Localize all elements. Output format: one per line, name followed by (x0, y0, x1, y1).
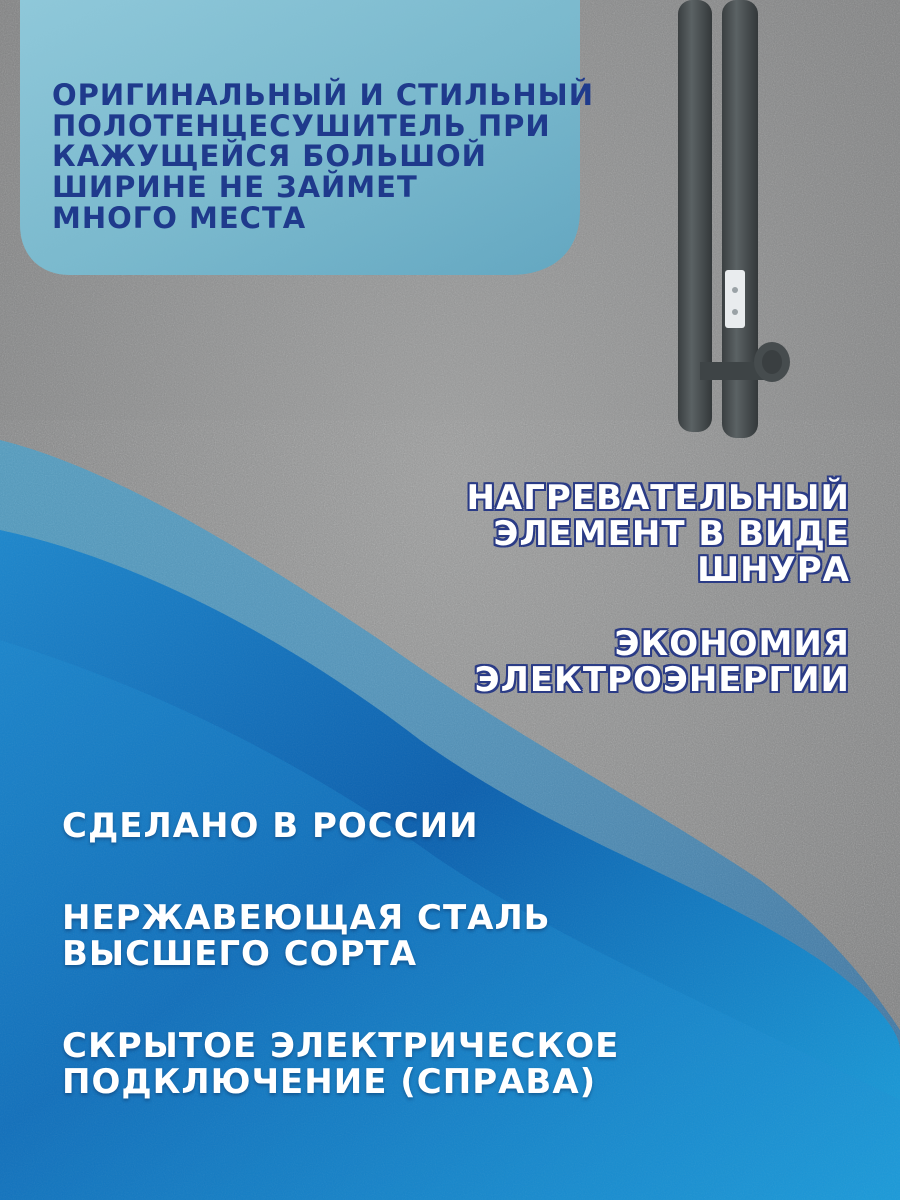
top-card-line: ПОЛОТЕНЦЕСУШИТЕЛЬ ПРИ (52, 108, 551, 143)
top-card-text (52, 80, 612, 234)
feature-line: ПОДКЛЮЧЕНИЕ (СПРАВА) (62, 1062, 597, 1103)
feature-line: ШНУРА (697, 550, 850, 591)
feature-line: ВЫСШЕГО СОРТА (62, 934, 418, 975)
top-card-line: КАЖУЩЕЙСЯ БОЛЬШОЙ (52, 139, 487, 174)
feature-line: ЭЛЕКТРОЭНЕРГИИ (474, 660, 850, 701)
feature-line: СДЕЛАНО В РОССИИ (62, 806, 479, 846)
top-card-line: МНОГО МЕСТА (52, 200, 307, 235)
feature-line: ЭЛЕМЕНТ В ВИДЕ (493, 514, 850, 555)
feature-hidden-connection (62, 1026, 620, 1103)
feature-line: НЕРЖАВЕЮЩАЯ СТАЛЬ (62, 898, 551, 938)
feature-line: ЭКОНОМИЯ (614, 624, 850, 664)
feature-line: СКРЫТОЕ ЭЛЕКТРИЧЕСКОЕ (62, 1026, 620, 1066)
feature-heating-element (466, 478, 850, 591)
top-card-line: ШИРИНЕ НЕ ЗАЙМЕТ (52, 170, 418, 205)
feature-energy-saving (474, 624, 850, 701)
feature-stainless-steel (62, 898, 551, 975)
feature-made-in-russia (62, 808, 479, 844)
top-card-line: ОРИГИНАЛЬНЫЙ И СТИЛЬНЫЙ (52, 78, 594, 112)
feature-line: НАГРЕВАТЕЛЬНЫЙ (466, 478, 850, 518)
